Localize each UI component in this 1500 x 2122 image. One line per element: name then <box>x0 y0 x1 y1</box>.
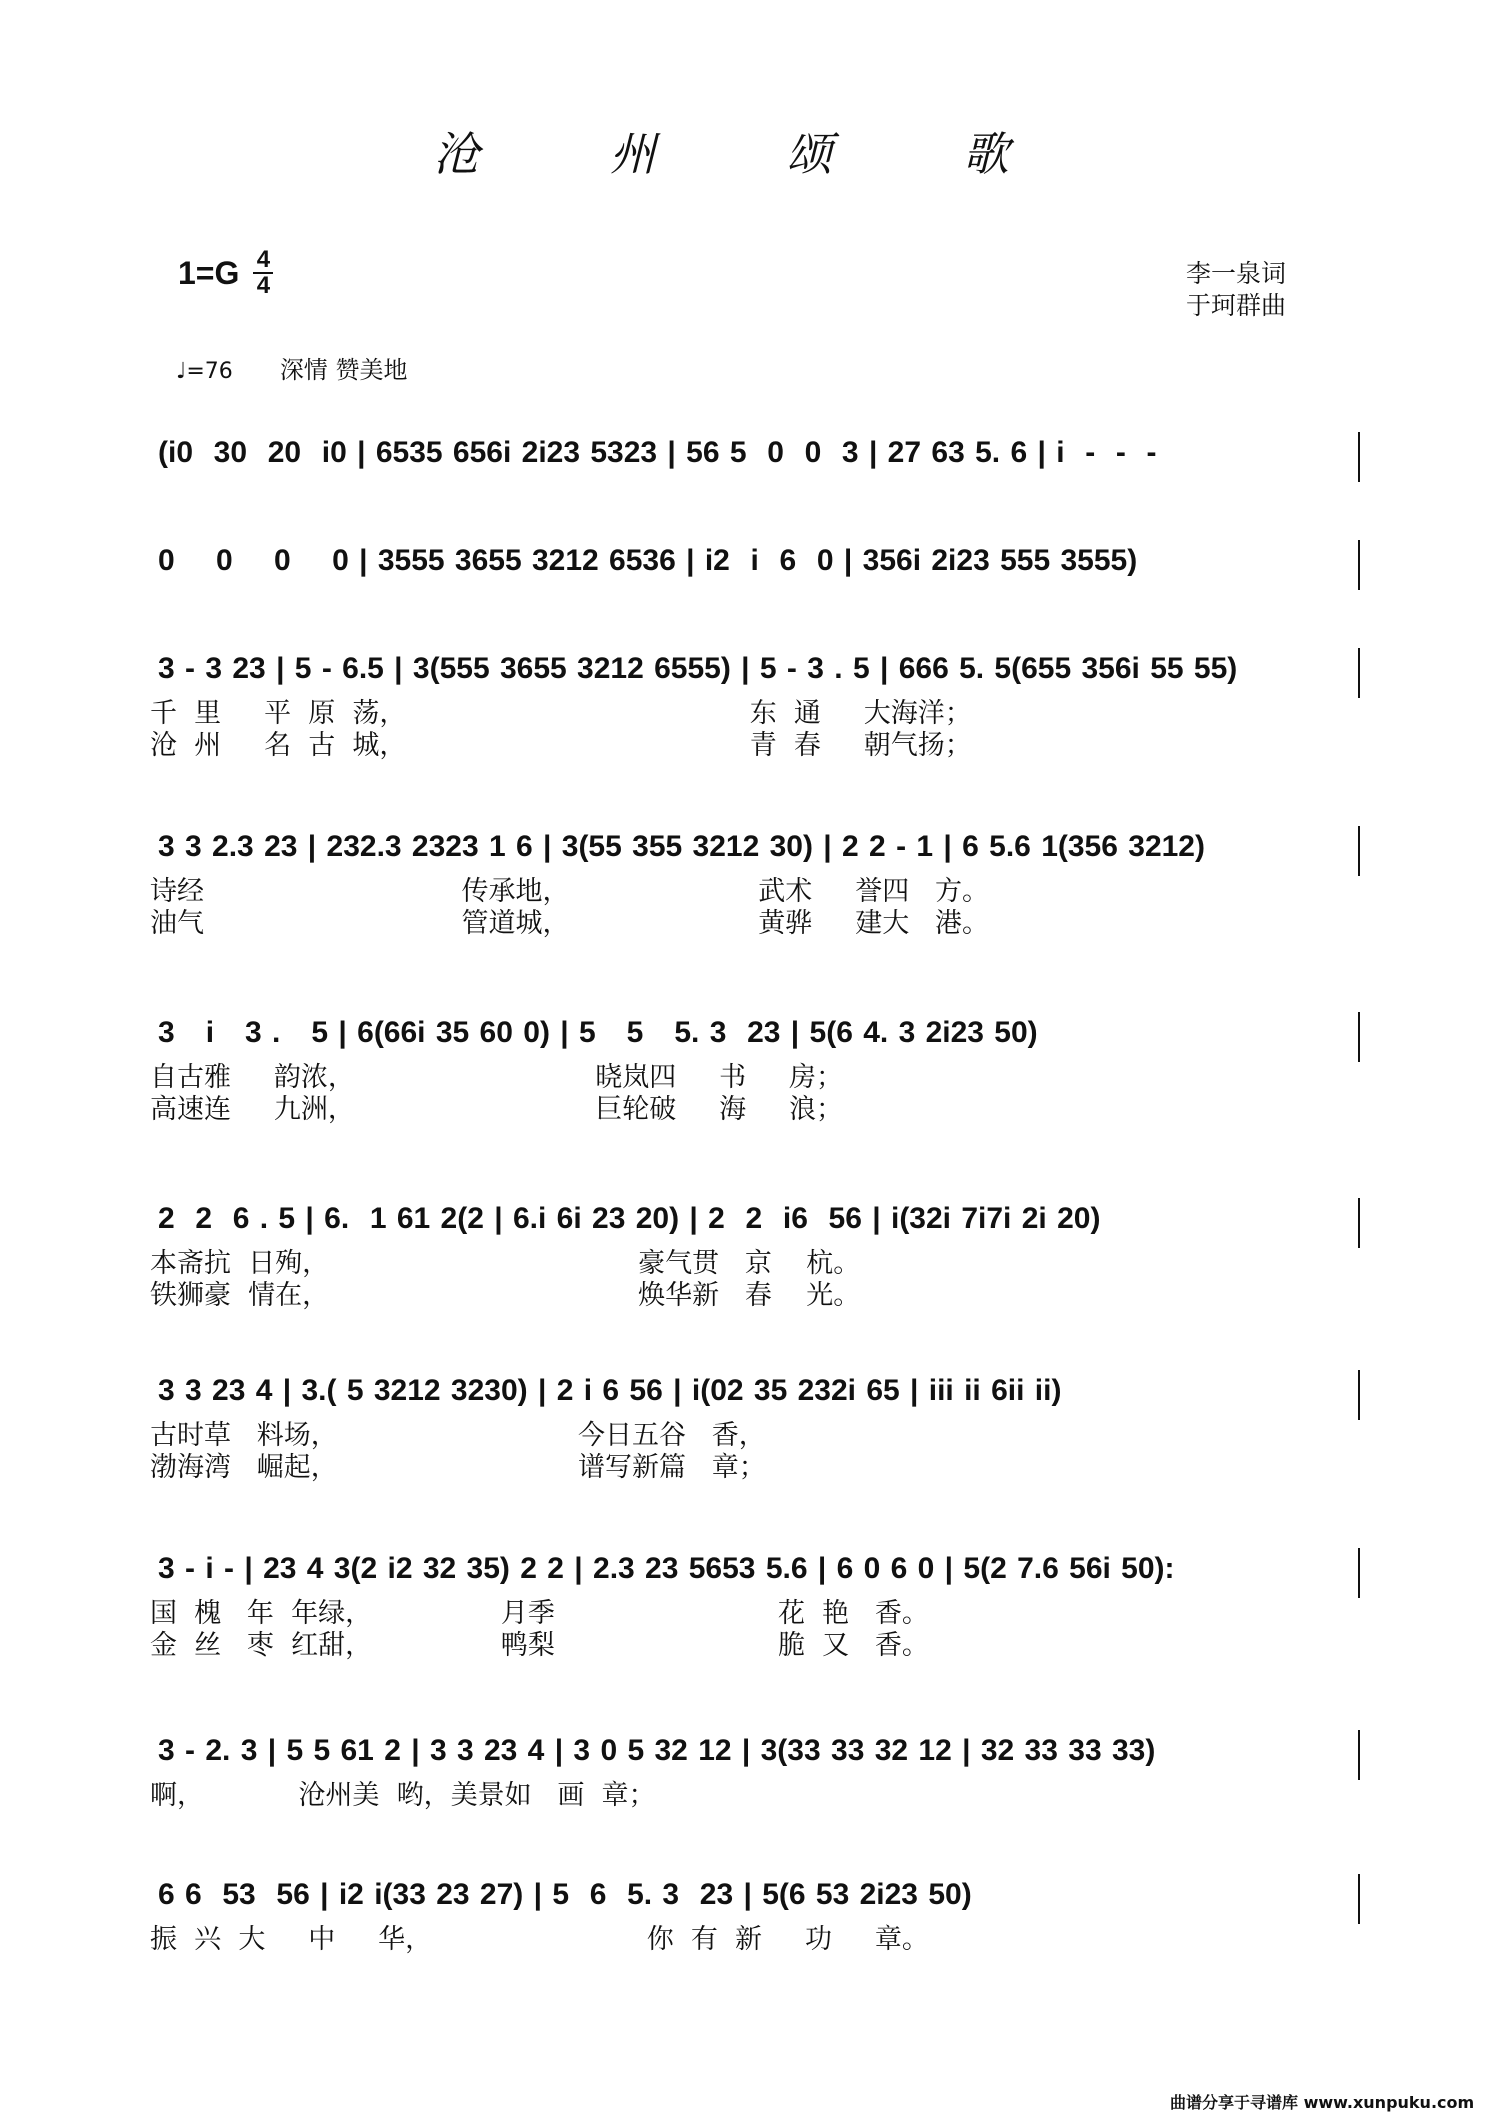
notation-line <box>150 1548 1360 1598</box>
notation-line <box>150 826 1360 876</box>
lyric-verse-1: 国 槐 年 年绿， 月季 花 艳 香。 <box>150 1598 929 1629</box>
barline <box>1358 826 1360 876</box>
notation-text: 3 i 3 . 5 | 6(66i 35 60 0) | 5 5 5. 3 23 | 5(6 4. 3 2i23 50) <box>158 1016 1038 1049</box>
time-bottom: 4 <box>256 272 271 299</box>
barline <box>1358 540 1360 590</box>
page-title: 沧 州 颂 歌 <box>433 127 1067 181</box>
lyric-verse-1: 本斋抗 日殉， 豪气贯 京 杭。 <box>150 1248 861 1279</box>
notation-text: 3 - i - | 23 4 3(2 i2 32 35) 2 2 | 2.3 23 5653 5.6 | 6 0 6 0 | 5(2 7.6 56i 50): <box>158 1552 1175 1585</box>
lyric-verse-1: 自古雅 韵浓， 晓岚四 书 房； <box>150 1062 844 1093</box>
lyric-verse-1: 诗经 传承地， 武术 誉四 方。 <box>150 876 989 907</box>
time-signature <box>253 248 273 298</box>
barline <box>1358 1730 1360 1780</box>
key-label: 1=G <box>178 254 240 291</box>
expression-text: 深情 赞美地 <box>279 356 408 384</box>
system-7 <box>150 1370 1360 1484</box>
lyricist: 李一泉词 <box>1186 259 1287 288</box>
barline <box>1358 1548 1360 1598</box>
notation-line <box>150 1370 1360 1420</box>
tempo-value: ♩=76 <box>176 359 233 384</box>
lyric-verse-1: 啊， 沧州美 哟，美景如 画 章； <box>150 1780 656 1811</box>
system-1 <box>150 432 1360 482</box>
barline <box>1358 1874 1360 1924</box>
notation-line <box>150 648 1360 698</box>
system-2 <box>150 540 1360 590</box>
notation-text: 3 - 3 23 | 5 - 6.5 | 3(555 3655 3212 6555) | 5 - 3 . 5 | 666 5. 5(655 356i 55 55) <box>158 652 1238 685</box>
lyric-verse-1: 千 里 平 原 荡， 东 通 大海洋； <box>150 698 972 729</box>
composer: 于珂群曲 <box>1186 291 1287 320</box>
notation-text: 3 - 2. 3 | 5 5 61 2 | 3 3 23 4 | 3 0 5 32 12 | 3(33 33 32 12 | 32 33 33 33) <box>158 1734 1156 1767</box>
notation-line <box>150 1198 1360 1248</box>
notation-text: 0 0 0 0 | 3555 3655 3212 6536 | i2 i 6 0 | 356i 2i23 555 3555) <box>158 544 1138 577</box>
barline <box>1358 648 1360 698</box>
key-signature <box>178 248 273 298</box>
notation-text: 3 3 23 4 | 3.( 5 3212 3230) | 2 i 6 56 | i(02 35 232i 65 | iii ii 6ii ii) <box>158 1374 1062 1407</box>
notation-text: 6 6 53 56 | i2 i(33 23 27) | 5 6 5. 3 23 | 5(6 53 2i23 50) <box>158 1878 972 1911</box>
notation-text: (i0 30 20 i0 | 6535 656i 2i23 5323 | 56 5 0 0 3 | 27 63 5. 6 | i - - - <box>158 436 1167 469</box>
system-8 <box>150 1548 1360 1662</box>
barline <box>1358 1370 1360 1420</box>
notation-line <box>150 1730 1360 1780</box>
barline <box>1358 432 1360 482</box>
lyric-verse-2: 沧 州 名 古 城， 青 春 朝气扬； <box>150 730 972 761</box>
barline <box>1358 1198 1360 1248</box>
system-9 <box>150 1730 1360 1812</box>
notation-line <box>150 540 1360 590</box>
lyric-verse-2: 高速连 九洲， 巨轮破 海 浪； <box>150 1094 844 1125</box>
system-10 <box>150 1874 1360 1956</box>
credits <box>1186 258 1286 322</box>
lyric-verse-1: 古时草 料场， 今日五谷 香， <box>150 1420 766 1451</box>
notation-line <box>150 432 1360 482</box>
notation-line <box>150 1012 1360 1062</box>
system-5 <box>150 1012 1360 1126</box>
lyric-verse-2: 铁狮豪 情在， 焕华新 春 光。 <box>150 1280 861 1311</box>
tempo-marking <box>176 350 407 385</box>
notation-text: 3 3 2.3 23 | 232.3 2323 1 6 | 3(55 355 3212 30) | 2 2 - 1 | 6 5.6 1(356 3212) <box>158 830 1205 863</box>
lyric-verse-2: 渤海湾 崛起， 谱写新篇 章； <box>150 1452 766 1483</box>
system-6 <box>150 1198 1360 1312</box>
barline <box>1358 1012 1360 1062</box>
notation-text: 2 2 6 . 5 | 6. 1 61 2(2 | 6.i 6i 23 20) | 2 2 i6 56 | i(32i 7i7i 2i 20) <box>158 1202 1101 1235</box>
system-4 <box>150 826 1360 940</box>
system-3 <box>150 648 1360 762</box>
notation-line <box>150 1874 1360 1924</box>
time-top: 4 <box>256 246 271 273</box>
footer-watermark: 曲谱分享于寻谱库 www.xunpuku.com <box>1170 2093 1475 2112</box>
lyric-verse-2: 油气 管道城， 黄骅 建大 港。 <box>150 908 989 939</box>
lyric-verse-2: 金 丝 枣 红甜， 鸭梨 脆 又 香。 <box>150 1630 929 1661</box>
lyric-verse-1: 振 兴 大 中 华， 你 有 新 功 章。 <box>150 1924 929 1955</box>
